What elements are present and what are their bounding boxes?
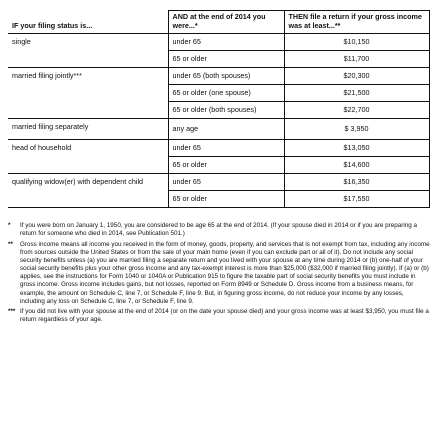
header-gross-income: THEN file a return if your gross income was at least...** (284, 11, 429, 34)
footnote-text: If you were born on January 1, 1950, you are considered to be age 65 at the end of 2014. (If your spouse died in 2014 or if you are preparing a return for someone who died in 2014, see Publication 501.) (20, 222, 417, 238)
gross-income-threshold-cell: $ 3,950 (284, 119, 429, 140)
footnote (8, 308, 430, 324)
gross-income-threshold-cell: $20,300 (284, 68, 429, 85)
footnote (8, 222, 430, 238)
gross-income-threshold-cell: $17,550 (284, 191, 429, 208)
gross-income-threshold-cell: $14,600 (284, 157, 429, 174)
header-filing-status: IF your filing status is... (8, 11, 168, 34)
filing-status-cell: qualifying widow(er) with dependent child (8, 174, 168, 208)
gross-income-threshold-cell: $10,150 (284, 34, 429, 51)
table-row (8, 34, 429, 51)
filing-status-cell: head of household (8, 140, 168, 174)
age-cell: under 65 (168, 174, 284, 191)
filing-status-cell: married filing separately (8, 119, 168, 140)
gross-income-threshold-cell: $22,700 (284, 102, 429, 119)
table-body (8, 34, 429, 208)
age-cell: under 65 (168, 140, 284, 157)
gross-income-threshold-cell: $11,700 (284, 51, 429, 68)
footnote-marker: ** (8, 240, 13, 248)
table-row (8, 68, 429, 85)
footnote-marker: *** (8, 308, 16, 315)
age-cell: under 65 (both spouses) (168, 68, 284, 85)
header-age: AND at the end of 2014 you were...* (168, 11, 284, 34)
table-row (8, 174, 429, 191)
table-row (8, 140, 429, 157)
age-cell: any age (168, 119, 284, 140)
age-cell: under 65 (168, 34, 284, 51)
age-cell: 65 or older (both spouses) (168, 102, 284, 119)
filing-status-cell: married filing jointly*** (8, 68, 168, 119)
age-cell: 65 or older (168, 157, 284, 174)
gross-income-threshold-cell: $21,500 (284, 85, 429, 102)
footnote-text: Gross income means all income you received in the form of money, goods, property, and services that is not exempt from tax, including any income from sources outside the United States or from the sale of your main home (even if you can exclude part or all of it). Do not include any social security benefits unless (a) you are married filing a separate return and you lived with your spouse at any time during 2014 or (b) one-half of your social security benefits plus your other gross income and any tax-exempt interest is more than $25,000 ($32,000 if married filing jointly). If (a) or (b) applies, see the instructions for Form 1040 or 1040A or Publication 915 to figure the taxable part of social security benefits you must include in gross income. Gross income includes gains, but not losses, reported on Form 8949 or Schedule D. Gross income from a business means, for example, the amount on Schedule C, line 7, or Schedule F, line 9. But, in figuring gross income, do not reduce your income by any losses, including any loss on Schedule C, line 7, or Schedule F, line 9. (20, 240, 430, 305)
table-header-row (8, 11, 429, 34)
filing-requirements-table (8, 10, 430, 208)
footnotes (8, 222, 430, 324)
footnote (8, 241, 430, 306)
gross-income-threshold-cell: $16,350 (284, 174, 429, 191)
gross-income-threshold-cell: $13,050 (284, 140, 429, 157)
table-row (8, 119, 429, 140)
age-cell: 65 or older (one spouse) (168, 85, 284, 102)
footnote-text: If you did not live with your spouse at the end of 2014 (or on the date your spouse died) and your gross income was at least $3,950, you must file a return regardless of your age. (20, 308, 429, 324)
age-cell: 65 or older (168, 191, 284, 208)
age-cell: 65 or older (168, 51, 284, 68)
filing-status-cell: single (8, 34, 168, 68)
footnote-marker: * (8, 222, 11, 230)
